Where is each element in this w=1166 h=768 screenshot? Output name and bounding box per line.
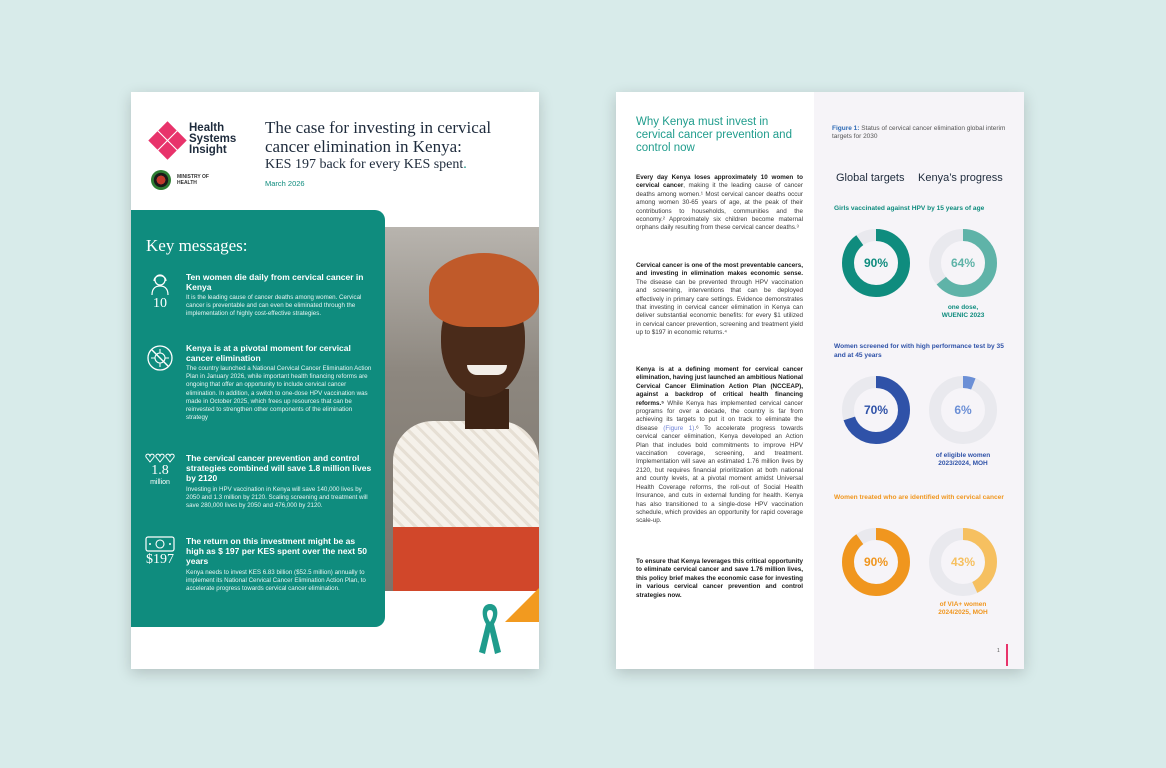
key-messages-panel — [131, 210, 385, 627]
donut-value-label: 6% — [954, 403, 972, 417]
donut-chart — [926, 373, 1000, 447]
brief-title: The case for investing in cervical cancer elimination in Kenya: — [265, 118, 492, 156]
section-heading: Why Kenya must invest in cervical cancer prevention and control now — [636, 116, 792, 154]
key-message-body: It is the leading cause of cancer deaths among women. Cervical cancer is preventable and can even be eliminated through the implementation of highly cost-effective strategies. — [186, 294, 362, 318]
donut-value-label: 90% — [863, 256, 889, 270]
key-message-body: The country launched a National Cervical Cancer Elimination Action Plan in January 2026, while important health financing reforms are ongoing that offer an opportunity to include cervical cancer elimination. In addition, a switch to one-dose HPV vaccination was made in October 2025, which frees up resources that can be reinvested to strengthen other components of the elimination strategy — [186, 365, 372, 422]
key-message-heading: Kenya is at a pivotal moment for cervical cancer elimination — [186, 343, 351, 363]
vaccination-section-title: Girls vaccinated against HPV by 15 years of age — [834, 205, 985, 212]
hearts-icon: 1.8 million — [145, 453, 175, 487]
brief-inner-page — [616, 92, 1024, 669]
paragraph: Kenya is at a defining moment for cervical cancer elimination, having just launched an ambitious National Cervical Cancer Elimination Action Plan (NCCEAP), against a backdrop of critical health financing reforms.⁵ While Kenya has implemented cervical cancer programs for over a decade, the country is far from achieving its targets to put it on track to eliminate the disease (Figure 1).⁶ To accelerate progress towards cervical cancer elimination, Kenya developed an Action Plan that includes bold commitments to improve HPV vaccination coverage, screening, and treatment. Implementation will save an estimated 1.76 million lives by 2120, but requires financial prioritization at both national and county levels, at a pivotal moment amidst Universal Health Coverage reforms, the roll-out of Social Health Insurance, and cuts in external funding for health. Kenya has also transitioned to a single-dose HPV vaccination schedule, which provides an opportunity for rapid coverage scale-up. — [636, 366, 803, 525]
paragraph: To ensure that Kenya leverages this critical opportunity to eliminate cervical cancer and save 1.76 million lives, this policy brief makes the economic case for investing in various cervical cancer prevention and control strategies now. — [636, 558, 803, 599]
donut-value-label: 90% — [863, 555, 889, 569]
donut-value-label: 64% — [950, 256, 976, 270]
key-message-heading: The cervical cancer prevention and control strategies combined will save 1.8 million lives by 2120 — [186, 453, 372, 483]
brief-cover-page — [131, 92, 539, 669]
screening-section-title: Women screened for with high performance test by 35 and at 45 years — [834, 343, 1004, 359]
global-targets-header: Global targets — [836, 172, 905, 184]
brief-subtitle: KES 197 back for every KES spent. — [265, 157, 467, 172]
donut-chart — [839, 373, 913, 447]
no-virus-icon — [145, 343, 175, 373]
banknote-icon: $197 — [145, 536, 175, 568]
awareness-ribbon-icon — [477, 602, 503, 656]
key-message-heading: Ten women die daily from cervical cancer in Kenya — [186, 272, 364, 292]
figure-caption: Figure 1: Status of cervical cancer elimination global interim targets for 2030 — [832, 125, 1006, 140]
figure-reference-link[interactable]: (Figure 1) — [663, 424, 695, 432]
donut-chart — [926, 226, 1000, 300]
key-message-body: Kenya needs to invest KES 6.83 billion ($52.5 million) annually to implement its National Cervical Cancer Elimination Action Plan, to accelerate progress towards cervical cancer elimination. — [186, 569, 366, 593]
organization-name: Health Systems Insight — [189, 122, 237, 156]
progress-note: of VIA+ women 2024/2025, MOH — [938, 601, 988, 616]
key-messages-title: Key messages: — [146, 236, 248, 255]
ministry-of-health-logo: MINISTRY OF HEALTH — [151, 170, 209, 190]
treatment-section-title: Women treated who are identified with cervical cancer — [834, 494, 1004, 501]
donut-chart — [926, 525, 1000, 599]
progress-note: of eligible women 2023/2024, MOH — [935, 452, 991, 467]
donut-value-label: 43% — [950, 555, 976, 569]
paragraph: Cervical cancer is one of the most preventable cancers, and investing in elimination makes economic sense. The disease can be prevented through HPV vaccination and screening, interventions that can be deployed effectively in primary care settings. Evidence demonstrates that investing in cervical cancer elimination in Kenya can deliver substantial economic benefits: for every $1 utilized in cervical cancer prevention, screening and treatment yield up to $197 in economic returns.⁴ — [636, 262, 803, 337]
publication-date: March 2026 — [265, 179, 305, 188]
donut-chart — [839, 226, 913, 300]
progress-note: one dose, WUENIC 2023 — [941, 304, 985, 319]
key-message-body: Investing in HPV vaccination in Kenya will save 140,000 lives by 2050 and 1.3 million by 2120. Scaling screening and treatment will save 280,000 lives by 2050 and 476,000 by 2120. — [186, 486, 368, 510]
kenya-progress-header: Kenya’s progress — [918, 172, 1003, 184]
donut-value-label: 70% — [863, 403, 889, 417]
page-number-accent — [1006, 644, 1008, 666]
paragraph: Every day Kenya loses approximately 10 women to cervical cancer, making it the leading cause of cancer deaths among women.¹ Most cervical cancer deaths occur among women 30-65 years of age, at the peak of their contributions to households, communities and the economy.² Approximately six children become maternal orphans daily resulting from these cervical cancer deaths.³ — [636, 174, 804, 232]
figure-panel — [814, 92, 1024, 669]
cover-photo — [385, 227, 539, 591]
decorative-corner-triangle — [505, 554, 539, 622]
woman-icon: 10 — [145, 272, 175, 312]
donut-chart — [839, 525, 913, 599]
key-message-heading: The return on this investment might be as high as $ 197 per KES spent over the next 50 years — [186, 536, 367, 566]
health-systems-insight-logo-icon — [151, 124, 185, 158]
page-number: 1 — [997, 648, 1000, 654]
kenya-coat-of-arms-icon — [151, 170, 171, 190]
